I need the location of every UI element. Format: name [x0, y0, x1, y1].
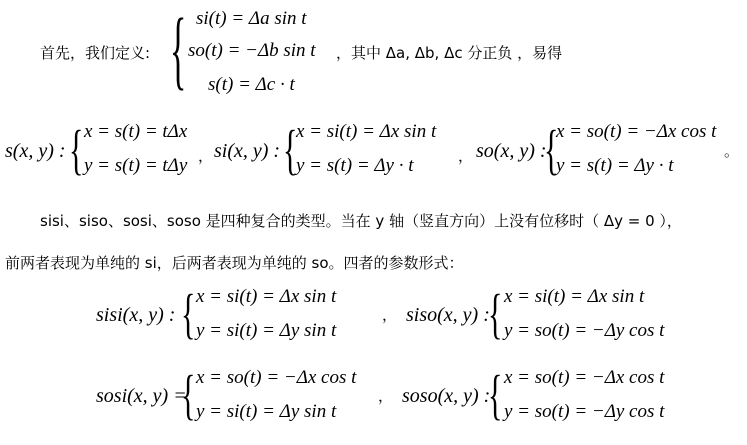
so-label: so(x, y) : — [476, 140, 547, 162]
left-brace: { — [488, 284, 503, 346]
comma: ， — [458, 147, 474, 165]
comma: ， — [198, 147, 214, 165]
so-eq-y: y = s(t) = Δy · t — [556, 155, 674, 176]
sosi-label: sosi(x, y) = — [96, 385, 187, 407]
soso-eq-x: x = so(t) = −Δx cos t — [504, 367, 665, 388]
left-brace: { — [181, 284, 196, 346]
comma: ， — [382, 306, 398, 324]
left-brace: { — [488, 365, 503, 427]
definition-eq-so: so(t) = −Δb sin t — [188, 40, 316, 61]
comma: ， — [378, 387, 394, 405]
paragraph-line-1: sisi、siso、sosi、soso 是四种复合的类型。当在 y 轴（竖直方向）上没有位移时（ Δy = 0 ）， — [40, 212, 682, 230]
left-brace: { — [170, 3, 187, 100]
soso-label: soso(x, y) : — [402, 385, 491, 407]
sisi-label: sisi(x, y) : — [96, 304, 176, 326]
sosi-eq-y: y = si(t) = Δy sin t — [196, 401, 337, 422]
sosi-eq-x: x = so(t) = −Δx cos t — [196, 367, 357, 388]
left-brace: { — [544, 120, 559, 182]
siso-eq-y: y = so(t) = −Δy cos t — [504, 320, 665, 341]
definition-eq-si: si(t) = Δa sin t — [196, 8, 307, 29]
paragraph-line-2: 前两者表现为单纯的 si，后两者表现为单纯的 so。四者的参数形式： — [5, 254, 464, 272]
so-eq-x: x = so(t) = −Δx cos t — [556, 121, 717, 142]
left-brace: { — [181, 365, 196, 427]
siso-eq-x: x = si(t) = Δx sin t — [504, 286, 645, 307]
sisi-eq-x: x = si(t) = Δx sin t — [196, 286, 337, 307]
definition-note: ，其中 Δa, Δb, Δc 分正负 ，易得 — [336, 44, 563, 62]
s-label: s(x, y) : — [5, 140, 66, 162]
soso-eq-y: y = so(t) = −Δy cos t — [504, 401, 665, 422]
period: 。 — [724, 142, 740, 160]
definition-intro: 首先，我们定义: — [40, 44, 151, 62]
si-label: si(x, y) : — [214, 140, 281, 162]
si-eq-x: x = si(t) = Δx sin t — [296, 121, 437, 142]
s-eq-y: y = s(t) = tΔy — [84, 155, 188, 176]
siso-label: siso(x, y) : — [406, 304, 490, 326]
sisi-eq-y: y = si(t) = Δy sin t — [196, 320, 337, 341]
left-brace: { — [69, 120, 84, 182]
definition-eq-s: s(t) = Δc · t — [208, 74, 295, 95]
si-eq-y: y = s(t) = Δy · t — [296, 155, 414, 176]
s-eq-x: x = s(t) = tΔx — [84, 121, 188, 142]
left-brace: { — [283, 120, 298, 182]
